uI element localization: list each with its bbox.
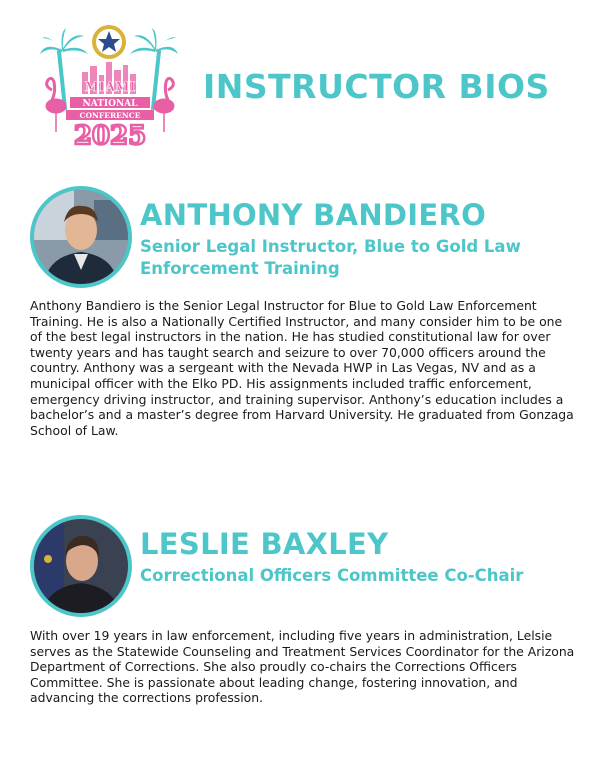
instructor-name: LESLIE BAXLEY: [140, 527, 389, 561]
page-title: INSTRUCTOR BIOS: [203, 67, 550, 106]
flamingo-right-icon: [155, 78, 173, 132]
avatar-leslie-baxley: [30, 515, 132, 617]
logo-conference-text: CONFERENCE: [79, 111, 141, 120]
logo-national-text: NATIONAL: [82, 99, 138, 109]
instructor-role: Senior Legal Instructor, Blue to Gold Law Enforcement Training: [140, 237, 521, 278]
instructor-name: ANTHONY BANDIERO: [140, 198, 487, 232]
logo-miami-text: MIAMI: [84, 80, 136, 95]
conference-logo: [40, 20, 180, 150]
instructor-role: Correctional Officers Committee Co-Chair: [140, 566, 524, 585]
fop-star-badge-icon: [92, 25, 126, 59]
avatar-anthony-bandiero: [30, 186, 132, 288]
instructor-bio: Anthony Bandiero is the Senior Legal Instructor for Blue to Gold Law Enforcement Training. He is also a Nationally Certified Instructor, and many consider him to be one of the best legal instructors in the nation. He has studied constitutional law for over twenty years and has taught search and seizure to over 70,000 officers around the country. Anthony was a sergeant with the Nevada HWP in Las Vegas, NV and as a municipal officer with the Elko PD. His assignments included traffic enforcement, emergency driving instructor, and training supervisor. Anthony’s education includes a bachelor’s and a master’s degree from Harvard University. He graduated from Gonzaga School of Law.: [30, 298, 574, 438]
instructor-bio: With over 19 years in law enforcement, including five years in administration, Lelsie serves as the Statewide Counseling and Treatment Services Coordinator for the Arizona Department of Corrections. She also proudly co-chairs the Corrections Officers Committee. She is passionate about leading change, fostering innovation, and advancing the corrections profession.: [30, 628, 575, 706]
logo-year-text: 2025: [73, 121, 147, 150]
